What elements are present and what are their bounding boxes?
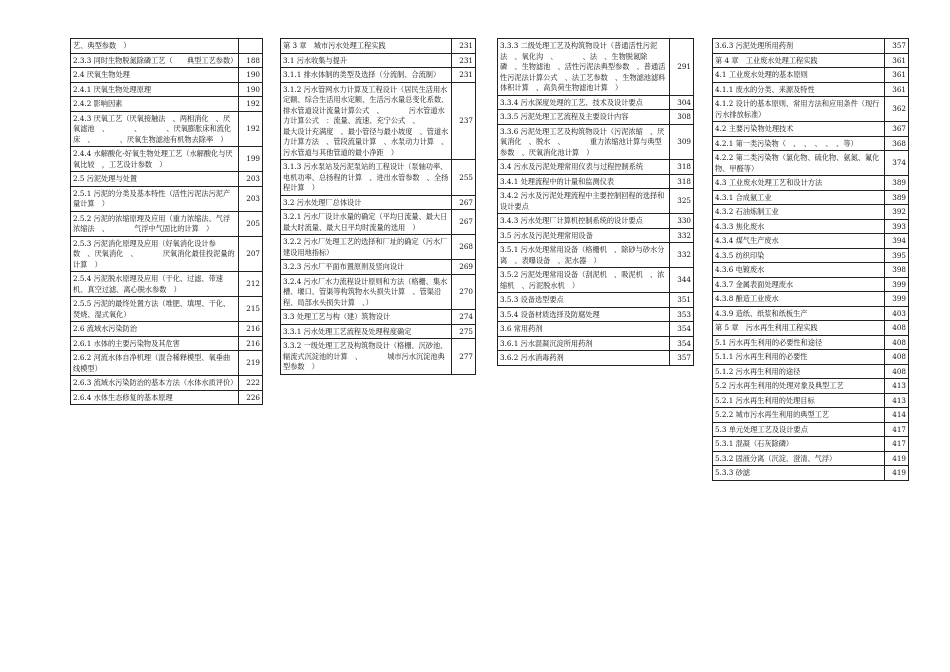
subsection-title: 3.3.6 污泥处理工艺及构筑物设计（污泥浓缩 、厌氧消化 、脱水 、 重力浓缩池计算与典型参数 、厌氧消化池计算 ） xyxy=(498,124,670,160)
section-title: 3.4 污水及污泥处理常用仪表与过程控制系统 xyxy=(498,160,670,175)
subsection-title: 2.5.2 污泥的浓缩原理及应用（重力浓缩法、气浮浓缩法 、 气浮中气固比的计算 ） xyxy=(71,211,239,236)
subsection-title: 3.5.4 设备材质选择及防腐处理 xyxy=(498,307,670,322)
section-title: 4.1 工业废水处理的基本原则 xyxy=(713,68,885,83)
page-number: 268 xyxy=(452,235,476,260)
toc-entry xyxy=(71,147,263,172)
section-title: 5.1 污水再生利用的必要性和途径 xyxy=(713,335,885,350)
subsection-title: 3.2.1 污水厂设计水量的确定（平均日流量、最大日最大时流量、最大日平均时流量的选用 ） xyxy=(281,210,452,235)
toc-entry xyxy=(71,351,263,376)
section-title: 2.4 厌氧生物处理 xyxy=(71,68,239,83)
subsection-title: 3.3.5 污泥处理工艺流程及主要设计内容 xyxy=(498,110,670,125)
page-number: 199 xyxy=(239,147,263,172)
section-title: 4.3 工业废水处理工艺和设计方法 xyxy=(713,176,885,191)
toc-entry xyxy=(713,234,909,249)
toc-entry xyxy=(713,437,909,452)
toc-entry xyxy=(713,321,909,336)
page-number: 413 xyxy=(885,379,909,394)
page-number: 353 xyxy=(670,307,694,322)
page-number: 344 xyxy=(670,268,694,293)
page-number: 190 xyxy=(239,68,263,83)
page-number: 419 xyxy=(885,466,909,481)
toc-entry xyxy=(713,335,909,350)
subsection-title: 2.6.4 水体生态修复的基本原理 xyxy=(71,390,239,405)
toc-entry xyxy=(71,186,263,211)
subsection-title: 3.1.1 排水体制的类型及选择（分流制、合流制） xyxy=(281,68,452,83)
section-title: 4.2 主要污染物处理技术 xyxy=(713,122,885,137)
toc-entry xyxy=(713,136,909,151)
page-number: 291 xyxy=(670,39,694,96)
page-number: 357 xyxy=(670,351,694,366)
subsection-title: 3.3.4 污水深度处理的工艺、技术及设计要点 xyxy=(498,95,670,110)
toc-entry xyxy=(713,68,909,83)
toc-entry xyxy=(281,274,476,310)
page-number: 362 xyxy=(885,97,909,122)
toc-entry xyxy=(71,53,263,68)
toc-entry xyxy=(713,364,909,379)
section-title: 3.2 污水处理厂总体设计 xyxy=(281,195,452,210)
section-title: 5.3 单元处理工艺及设计要点 xyxy=(713,422,885,437)
toc-entry xyxy=(498,351,694,366)
subsection-title: 3.1.2 污水管网水力计算及工程设计（居民生活用水定额、综合生活用水定额、生活污水量总变化系数、排水管道设计流量计算公式 、 污水管道水力计算公式 ：流量、流速、充宁公式 、 最大设计充满度 、最小管径与最小坡度 、管道水力计算方法 、管段流量计算 、水泵动力计算 、污水管道与其他管道的最小净距 ） xyxy=(281,82,452,160)
toc-entry xyxy=(71,211,263,236)
subsection-title: 3.2.3 污水厂平面布置原则及竖向设计 xyxy=(281,260,452,275)
toc-entry xyxy=(71,336,263,351)
subsection-title: 艺、典型参数 ） xyxy=(71,39,239,54)
toc-entry xyxy=(713,97,909,122)
subsection-title: 4.2.1 第一类污染物（ 、 、 、 、 、等） xyxy=(713,136,885,151)
toc-table xyxy=(70,38,263,405)
toc-entry xyxy=(71,39,263,54)
subsection-title: 4.3.2 石油炼制工业 xyxy=(713,205,885,220)
subsection-title: 5.3.2 固液分离（沉淀、澄清、气浮） xyxy=(713,451,885,466)
subsection-title: 3.5.2 污泥处理常用设备（刮泥机 、吸泥机 、浓缩机 、污泥脱水机 ） xyxy=(498,268,670,293)
page-number: 354 xyxy=(670,336,694,351)
subsection-title: 3.4.3 污水处理厂计算机控制系统的设计要点 xyxy=(498,214,670,229)
toc-column-1 xyxy=(70,38,263,405)
toc-entry xyxy=(281,260,476,275)
page-number: 417 xyxy=(885,437,909,452)
toc-entry xyxy=(498,293,694,308)
subsection-title: 2.5.4 污泥脱水原理及应用（干化、过滤、带速机、真空过滤、离心脱水参数 ） xyxy=(71,272,239,297)
toc-table xyxy=(712,38,909,481)
page-number: 417 xyxy=(885,422,909,437)
toc-entry xyxy=(71,172,263,187)
toc-entry xyxy=(713,466,909,481)
toc-entry xyxy=(498,160,694,175)
toc-entry xyxy=(713,393,909,408)
page-number: 222 xyxy=(239,376,263,391)
toc-entry xyxy=(281,53,476,68)
subsection-title: 3.5.3 设备选型要点 xyxy=(498,293,670,308)
toc-entry xyxy=(71,297,263,322)
page-number xyxy=(239,39,263,54)
subsection-title: 2.4.3 厌氧工艺（厌氧接触法 、两相消化 、厌氧滤池 、 、 、厌氧膨胀床和流化床 、 、厌氧生物滤池有机物去除率 ） xyxy=(71,111,239,147)
toc-table xyxy=(497,38,694,366)
toc-entry xyxy=(713,219,909,234)
subsection-title: 3.5.1 污水处理常用设备（格栅机 、除砂与砂水分离 、表曝设备 、泥水器 ） xyxy=(498,243,670,268)
toc-entry xyxy=(498,189,694,214)
toc-entry xyxy=(498,243,694,268)
toc-entry xyxy=(281,235,476,260)
chapter-title: 第 3 章 城市污水处理工程实践 xyxy=(281,39,452,54)
toc-column-2 xyxy=(280,38,476,375)
toc-entry xyxy=(713,151,909,176)
toc-entry xyxy=(713,176,909,191)
chapter-title: 第 4 章 工业废水处理工程实践 xyxy=(713,53,885,68)
page-number: 267 xyxy=(452,210,476,235)
toc-entry xyxy=(498,124,694,160)
subsection-title: 2.5.3 污泥消化原理及应用（好氧消化设计参数 、厌氧消化 、 厌氧消化最佳投泥量的计算 ） xyxy=(71,236,239,272)
subsection-title: 3.2.2 污水厂处理工艺的选择和厂址的确定（污水厂建设用地指标） xyxy=(281,235,452,260)
section-title: 3.5 污水及污泥处理常用设备 xyxy=(498,228,670,243)
toc-entry xyxy=(713,306,909,321)
toc-table xyxy=(280,38,476,375)
toc-entry xyxy=(713,263,909,278)
chapter-title: 第 5 章 污水再生利用工程实践 xyxy=(713,321,885,336)
toc-entry xyxy=(713,82,909,97)
page-number: 219 xyxy=(239,351,263,376)
page-number: 205 xyxy=(239,211,263,236)
toc-entry xyxy=(498,214,694,229)
subsection-title: 2.6.2 河流水体自净机理（混合稀释模型、氧垂曲线模型） xyxy=(71,351,239,376)
toc-entry xyxy=(498,228,694,243)
page-number: 231 xyxy=(452,39,476,54)
page-number: 394 xyxy=(885,234,909,249)
toc-entry xyxy=(713,190,909,205)
toc-entry xyxy=(281,195,476,210)
page-number: 357 xyxy=(885,39,909,54)
toc-entry xyxy=(713,379,909,394)
section-title: 2.5 污泥处理与处置 xyxy=(71,172,239,187)
page-number: 330 xyxy=(670,214,694,229)
subsection-title: 4.3.1 合成氨工业 xyxy=(713,190,885,205)
page-number: 332 xyxy=(670,228,694,243)
toc-entry xyxy=(281,160,476,196)
toc-entry xyxy=(498,110,694,125)
page-number: 351 xyxy=(670,293,694,308)
subsection-title: 4.3.6 电镀废水 xyxy=(713,263,885,278)
page-number: 413 xyxy=(885,393,909,408)
page-number: 403 xyxy=(885,306,909,321)
toc-entry xyxy=(713,248,909,263)
page-number: 203 xyxy=(239,172,263,187)
page-number: 231 xyxy=(452,53,476,68)
toc-entry xyxy=(498,95,694,110)
toc-entry xyxy=(498,307,694,322)
page-number: 192 xyxy=(239,111,263,147)
page-number: 269 xyxy=(452,260,476,275)
page-number: 408 xyxy=(885,335,909,350)
page-number: 361 xyxy=(885,53,909,68)
subsection-title: 4.2.2 第二类污染物（氯化物、硫化物、氨氮、氟化物、甲醛等） xyxy=(713,151,885,176)
toc-entry xyxy=(713,350,909,365)
toc-entry xyxy=(281,68,476,83)
toc-entry xyxy=(71,322,263,337)
page-number: 367 xyxy=(885,122,909,137)
page-number: 392 xyxy=(885,205,909,220)
subsection-title: 3.3.1 污水处理工艺流程及处理程度确定 xyxy=(281,324,452,339)
subsection-title: 2.5.1 污泥的分类及基本特性（活性污泥法污泥产量计算 ） xyxy=(71,186,239,211)
page-number: 398 xyxy=(885,263,909,278)
page-number: 395 xyxy=(885,248,909,263)
page-number: 419 xyxy=(885,451,909,466)
toc-entry xyxy=(281,339,476,375)
page-number: 275 xyxy=(452,324,476,339)
page-number: 226 xyxy=(239,390,263,405)
toc-entry xyxy=(713,39,909,54)
subsection-title: 2.4.1 厌氧生物处理原理 xyxy=(71,82,239,97)
section-title: 3.3 处理工艺与构（建）筑物设计 xyxy=(281,310,452,325)
subsection-title: 3.3.2 一级处理工艺及构筑物设计（格栅、沉砂池、辐流式沉淀池的计算 、 城市污水沉淀池典型参数 ） xyxy=(281,339,452,375)
subsection-title: 2.4.4 水解酸化-好氧生物处理工艺（水解酸化与厌氧比较 ，工艺设计参数 ） xyxy=(71,147,239,172)
subsection-title: 2.6.3 流域水污染防治的基本方法（水体水质评价） xyxy=(71,376,239,391)
page-number: 237 xyxy=(452,82,476,160)
subsection-title: 2.6.1 水体的主要污染物及其危害 xyxy=(71,336,239,351)
page-number: 399 xyxy=(885,277,909,292)
subsection-title: 4.3.5 纺织印染 xyxy=(713,248,885,263)
toc-entry xyxy=(498,268,694,293)
subsection-title: 4.1.2 设计的基本原则、常用方法和应用条件（现行污水排放标准） xyxy=(713,97,885,122)
subsection-title: 2.3.3 同时生物脱氮除磷工艺（ 典型工艺参数） xyxy=(71,53,239,68)
page-number: 267 xyxy=(452,195,476,210)
toc-entry xyxy=(498,336,694,351)
page-number: 304 xyxy=(670,95,694,110)
subsection-title: 3.4.2 污水及污泥处理流程中主要控制回程的选择和设计要点 xyxy=(498,189,670,214)
page-number: 408 xyxy=(885,364,909,379)
subsection-title: 3.1.3 污水泵站及污泥泵站的工程设计（泵轴功率、电机功率、总扬程的计算 、进出水管参数 、全扬程计算 ） xyxy=(281,160,452,196)
subsection-title: 3.4.1 处理流程中的计量和监测仪表 xyxy=(498,174,670,189)
section-title: 3.1 污水收集与提升 xyxy=(281,53,452,68)
subsection-title: 2.4.2 影响因素 xyxy=(71,97,239,112)
subsection-title: 5.2.1 污水再生利用的处理目标 xyxy=(713,393,885,408)
toc-entry xyxy=(71,111,263,147)
subsection-title: 3.2.4 污水厂水力流程设计原则和方法（格栅、集水槽、堰口、管渠等构筑物水头损失计算 、管渠沿程、局部水头损失计算 、） xyxy=(281,274,452,310)
page-number: 255 xyxy=(452,160,476,196)
page-number: 190 xyxy=(239,82,263,97)
page-number: 308 xyxy=(670,110,694,125)
toc-entry xyxy=(71,68,263,83)
subsection-title: 3.6.2 污水消毒药剂 xyxy=(498,351,670,366)
subsection-title: 4.3.3 焦化废水 xyxy=(713,219,885,234)
page-number: 274 xyxy=(452,310,476,325)
subsection-title: 4.3.8 酿造工业废水 xyxy=(713,292,885,307)
subsection-title: 5.1.2 污水再生利用的途径 xyxy=(713,364,885,379)
page-number: 408 xyxy=(885,350,909,365)
subsection-title: 5.3.1 混凝（石灰除磷） xyxy=(713,437,885,452)
toc-entry xyxy=(71,376,263,391)
toc-entry xyxy=(281,39,476,54)
page-number: 277 xyxy=(452,339,476,375)
page-number: 389 xyxy=(885,176,909,191)
page-number: 414 xyxy=(885,408,909,423)
section-title: 2.6 流域水污染防治 xyxy=(71,322,239,337)
subsection-title: 5.3.3 砂滤 xyxy=(713,466,885,481)
section-title: 3.6 常用药剂 xyxy=(498,322,670,337)
subsection-title: 4.1.1 废水的分类、来源及特性 xyxy=(713,82,885,97)
subsection-title: 4.3.9 造纸、纸浆和纸板生产 xyxy=(713,306,885,321)
subsection-title: 5.2.2 城市污水再生利用的典型工艺 xyxy=(713,408,885,423)
toc-entry xyxy=(713,451,909,466)
toc-entry xyxy=(498,322,694,337)
toc-entry xyxy=(498,174,694,189)
toc-entry xyxy=(713,122,909,137)
page-number: 212 xyxy=(239,272,263,297)
page-number: 231 xyxy=(452,68,476,83)
page-number: 318 xyxy=(670,160,694,175)
page-number: 207 xyxy=(239,236,263,272)
toc-entry xyxy=(713,205,909,220)
toc-column-4 xyxy=(712,38,909,481)
page-number: 361 xyxy=(885,68,909,83)
page-number: 408 xyxy=(885,321,909,336)
page-number: 216 xyxy=(239,336,263,351)
page-number: 368 xyxy=(885,136,909,151)
toc-entry xyxy=(71,82,263,97)
toc-entry xyxy=(281,82,476,160)
page-number: 361 xyxy=(885,82,909,97)
toc-entry xyxy=(281,324,476,339)
page-number: 215 xyxy=(239,297,263,322)
toc-entry xyxy=(713,422,909,437)
page-number: 389 xyxy=(885,190,909,205)
toc-entry xyxy=(71,97,263,112)
toc-entry xyxy=(713,292,909,307)
toc-entry xyxy=(713,408,909,423)
subsection-title: 4.3.7 金属表面处理废水 xyxy=(713,277,885,292)
page-number: 270 xyxy=(452,274,476,310)
page-number: 354 xyxy=(670,322,694,337)
subsection-title: 3.6.3 污泥处理所用药剂 xyxy=(713,39,885,54)
page-number: 216 xyxy=(239,322,263,337)
page-number: 318 xyxy=(670,174,694,189)
page-number: 309 xyxy=(670,124,694,160)
toc-entry xyxy=(498,39,694,96)
section-title: 5.2 污水再生利用的处理对象及典型工艺 xyxy=(713,379,885,394)
toc-entry xyxy=(71,272,263,297)
page-number: 203 xyxy=(239,186,263,211)
toc-entry xyxy=(713,277,909,292)
toc-entry xyxy=(281,310,476,325)
toc-entry xyxy=(281,210,476,235)
toc-entry xyxy=(71,236,263,272)
page-number: 188 xyxy=(239,53,263,68)
page-number: 325 xyxy=(670,189,694,214)
page-number: 192 xyxy=(239,97,263,112)
subsection-title: 5.1.1 污水再生利用的必要性 xyxy=(713,350,885,365)
page-number: 332 xyxy=(670,243,694,268)
toc-entry xyxy=(713,53,909,68)
page-number: 374 xyxy=(885,151,909,176)
toc-entry xyxy=(71,390,263,405)
subsection-title: 2.5.5 污泥的最终处置方法（堆肥、填埋、干化、焚烧、湿式氧化） xyxy=(71,297,239,322)
subsection-title: 3.3.3 二级处理工艺及构筑物设计（普通活性污泥法 、氧化沟 、 、法 、生物脱氮除磷 、生物滤池 、活性污泥法典型参数 、普通活性污泥法计算公式 、法工艺参数 、生物滤池滤料体积计算 、高负荷生物滤池计算 ） xyxy=(498,39,670,96)
toc-column-3 xyxy=(497,38,694,366)
page-number: 393 xyxy=(885,219,909,234)
page-number: 399 xyxy=(885,292,909,307)
subsection-title: 3.6.1 污水混凝沉淀所用药剂 xyxy=(498,336,670,351)
subsection-title: 4.3.4 煤气生产废水 xyxy=(713,234,885,249)
